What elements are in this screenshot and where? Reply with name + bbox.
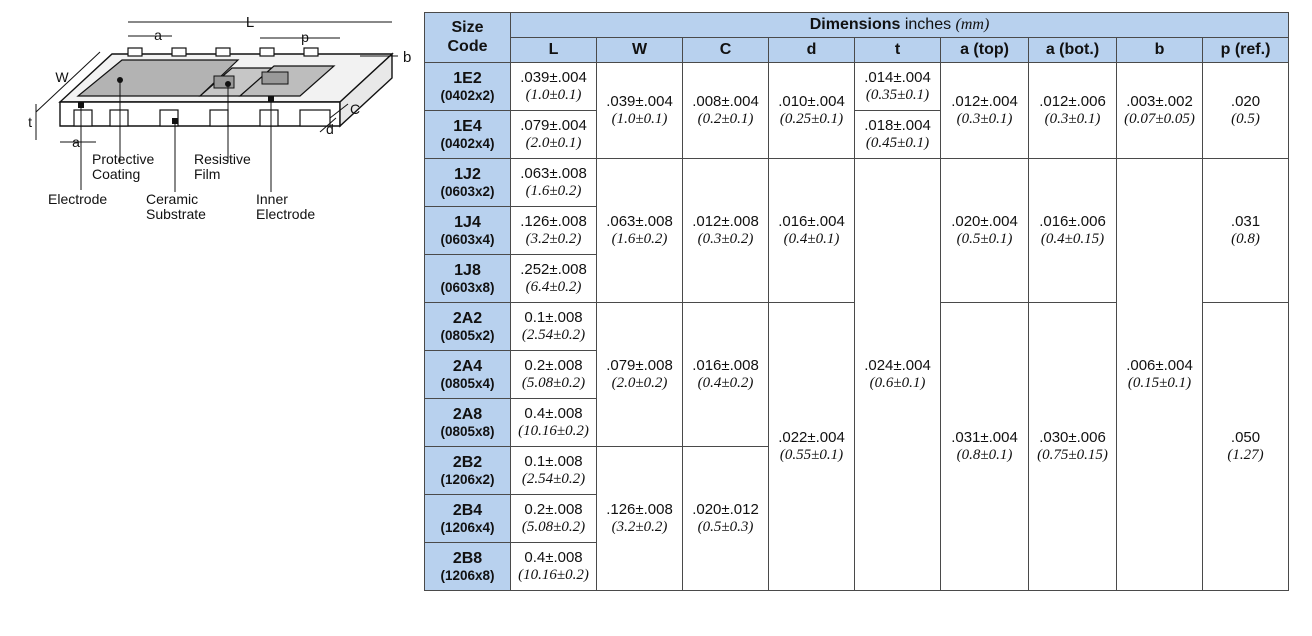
value-mm: (2.0±0.2) bbox=[611, 374, 668, 391]
value-mm: (0.2±0.1) bbox=[697, 110, 754, 127]
value-inches: .039±.004 bbox=[520, 68, 587, 86]
package-code: (0805x2) bbox=[440, 327, 495, 343]
package-code: (1206x4) bbox=[440, 519, 495, 535]
size-code-cell bbox=[425, 111, 511, 159]
label-resistive-1: Resistive bbox=[194, 151, 251, 167]
col-header-a-top: a (top) bbox=[941, 38, 1029, 63]
size-code-cell bbox=[425, 207, 511, 255]
cell-t bbox=[855, 159, 941, 591]
value-inches: .024±.004 bbox=[864, 356, 931, 374]
cell-a-top bbox=[941, 303, 1029, 591]
value-mm: (0.35±0.1) bbox=[865, 86, 930, 103]
value-inches: .018±.004 bbox=[864, 116, 931, 134]
cell-W bbox=[597, 303, 683, 447]
size-code: 1E2 bbox=[453, 69, 482, 87]
dim-label-p: p bbox=[301, 29, 309, 45]
dim-label-L: L bbox=[245, 14, 255, 31]
cell-t bbox=[855, 111, 941, 159]
label-ceramic-1: Ceramic bbox=[146, 191, 199, 207]
value-mm: (0.75±0.15) bbox=[1037, 446, 1108, 463]
label-electrode: Electrode bbox=[48, 191, 108, 207]
value-mm: (1.0±0.1) bbox=[611, 110, 668, 127]
value-mm: (2.0±0.1) bbox=[525, 134, 582, 151]
package-code: (0402x4) bbox=[440, 135, 495, 151]
cell-L bbox=[511, 399, 597, 447]
value-mm: (0.5±0.1) bbox=[956, 230, 1013, 247]
label-protective-1: Protective bbox=[92, 151, 155, 167]
cell-t bbox=[855, 63, 941, 111]
size-code: 2A2 bbox=[452, 309, 483, 327]
value-inches: .063±.008 bbox=[520, 164, 587, 182]
cell-W bbox=[597, 159, 683, 303]
size-code-cell bbox=[425, 495, 511, 543]
cell-C bbox=[683, 447, 769, 591]
dimensions-table bbox=[424, 12, 1289, 591]
cell-L bbox=[511, 111, 597, 159]
label-protective-2: Coating bbox=[92, 166, 141, 182]
back-notch-2 bbox=[172, 48, 186, 56]
value-inches: .031±.004 bbox=[951, 428, 1018, 446]
package-code: (0603x2) bbox=[440, 183, 495, 199]
cell-L bbox=[511, 351, 597, 399]
value-inches: .063±.008 bbox=[606, 212, 673, 230]
value-inches: .012±.004 bbox=[951, 92, 1018, 110]
dimensions-header-bold: Dimensions bbox=[809, 16, 901, 34]
value-mm: (0.8±0.1) bbox=[956, 446, 1013, 463]
cell-L bbox=[511, 447, 597, 495]
value-inches: .126±.008 bbox=[520, 212, 587, 230]
value-mm: (0.3±0.1) bbox=[956, 110, 1013, 127]
cell-W bbox=[597, 447, 683, 591]
substrate-front bbox=[60, 102, 340, 126]
cell-d bbox=[769, 159, 855, 303]
value-mm: (0.3±0.2) bbox=[697, 230, 754, 247]
inner-electrode-marker bbox=[268, 96, 274, 102]
value-mm: (0.07±0.05) bbox=[1124, 110, 1195, 127]
dim-label-b: b bbox=[403, 49, 412, 66]
cell-W bbox=[597, 63, 683, 159]
value-inches: 0.2±.008 bbox=[524, 356, 583, 374]
value-inches: .079±.004 bbox=[520, 116, 587, 134]
cell-a-bot bbox=[1029, 303, 1117, 591]
cell-L bbox=[511, 303, 597, 351]
value-mm: (6.4±0.2) bbox=[525, 278, 582, 295]
value-mm: (2.54±0.2) bbox=[521, 326, 586, 343]
value-mm: (5.08±0.2) bbox=[521, 374, 586, 391]
cell-L bbox=[511, 63, 597, 111]
value-inches: 0.4±.008 bbox=[524, 548, 583, 566]
dimensions-header-mm: (mm) bbox=[955, 16, 990, 34]
value-mm: (0.3±0.1) bbox=[1044, 110, 1101, 127]
value-inches: 0.4±.008 bbox=[524, 404, 583, 422]
size-code: 2A8 bbox=[452, 405, 483, 423]
front-notch-5 bbox=[260, 110, 278, 126]
cell-b bbox=[1117, 63, 1203, 159]
value-mm: (0.45±0.1) bbox=[865, 134, 930, 151]
dimensions-header-units: inches bbox=[900, 16, 956, 34]
value-inches: .014±.004 bbox=[864, 68, 931, 86]
value-inches: .008±.004 bbox=[692, 92, 759, 110]
cell-p bbox=[1203, 303, 1289, 591]
value-mm: (0.15±0.1) bbox=[1127, 374, 1192, 391]
label-resistive-2: Film bbox=[194, 166, 221, 182]
value-mm: (1.6±0.2) bbox=[611, 230, 668, 247]
electrode-pad-a bbox=[214, 76, 234, 88]
size-code: 1J8 bbox=[454, 261, 481, 279]
dim-label-d: d bbox=[326, 121, 334, 137]
table-row bbox=[425, 159, 1289, 207]
label-inner-1: Inner bbox=[256, 191, 288, 207]
col-header-L: L bbox=[511, 38, 597, 63]
dim-label-t: t bbox=[28, 114, 32, 130]
package-code: (0402x2) bbox=[440, 87, 495, 103]
back-notch-1 bbox=[128, 48, 142, 56]
value-mm: (0.6±0.1) bbox=[869, 374, 926, 391]
package-code: (0805x8) bbox=[440, 423, 495, 439]
value-inches: .020±.012 bbox=[692, 500, 759, 518]
size-code: 2A4 bbox=[452, 357, 483, 375]
size-code-cell bbox=[425, 543, 511, 591]
value-mm: (3.2±0.2) bbox=[525, 230, 582, 247]
value-inches: .003±.002 bbox=[1126, 92, 1193, 110]
value-inches: .016±.004 bbox=[778, 212, 845, 230]
col-header-a-bot: a (bot.) bbox=[1029, 38, 1117, 63]
value-mm: (0.25±0.1) bbox=[779, 110, 844, 127]
size-code-cell bbox=[425, 351, 511, 399]
size-code-cell bbox=[425, 255, 511, 303]
dimensions-header bbox=[511, 13, 1289, 38]
col-header-p: p (ref.) bbox=[1203, 38, 1289, 63]
package-code: (1206x8) bbox=[440, 567, 495, 583]
value-inches: .006±.004 bbox=[1126, 356, 1193, 374]
value-inches: 0.2±.008 bbox=[524, 500, 583, 518]
value-mm: (3.2±0.2) bbox=[611, 518, 668, 535]
size-code-cell bbox=[425, 159, 511, 207]
package-code: (0603x4) bbox=[440, 231, 495, 247]
col-header-t: t bbox=[855, 38, 941, 63]
col-header-b: b bbox=[1117, 38, 1203, 63]
dim-label-a-bot: a bbox=[72, 134, 80, 150]
electrode-pad-b bbox=[262, 72, 288, 84]
cell-a-top bbox=[941, 63, 1029, 159]
value-mm: (1.0±0.1) bbox=[525, 86, 582, 103]
size-header-line1: Size bbox=[451, 19, 484, 37]
size-code: 1J2 bbox=[454, 165, 481, 183]
label-ceramic-2: Substrate bbox=[146, 206, 206, 222]
value-inches: .252±.008 bbox=[520, 260, 587, 278]
value-inches: .030±.006 bbox=[1039, 428, 1106, 446]
front-notch-2 bbox=[110, 110, 128, 126]
value-mm: (0.55±0.1) bbox=[779, 446, 844, 463]
size-code-cell bbox=[425, 447, 511, 495]
value-inches: .079±.008 bbox=[606, 356, 673, 374]
value-inches: .020±.004 bbox=[951, 212, 1018, 230]
value-inches: .016±.008 bbox=[692, 356, 759, 374]
cell-a-bot bbox=[1029, 159, 1117, 303]
cell-b bbox=[1117, 159, 1203, 591]
package-code: (0805x4) bbox=[440, 375, 495, 391]
value-inches: 0.1±.008 bbox=[524, 452, 583, 470]
size-code: 1J4 bbox=[454, 213, 481, 231]
cell-L bbox=[511, 207, 597, 255]
value-inches: .012±.006 bbox=[1039, 92, 1106, 110]
value-inches: 0.1±.008 bbox=[524, 308, 583, 326]
cell-L bbox=[511, 495, 597, 543]
value-mm: (1.6±0.2) bbox=[525, 182, 582, 199]
cell-C bbox=[683, 159, 769, 303]
value-mm: (10.16±0.2) bbox=[518, 566, 589, 583]
size-code-header bbox=[425, 13, 511, 63]
size-code-cell bbox=[425, 63, 511, 111]
cell-L bbox=[511, 543, 597, 591]
value-inches: .016±.006 bbox=[1039, 212, 1106, 230]
value-mm: (0.4±0.2) bbox=[697, 374, 754, 391]
value-inches: .010±.004 bbox=[778, 92, 845, 110]
size-code: 2B4 bbox=[452, 501, 483, 519]
value-inches: .012±.008 bbox=[692, 212, 759, 230]
value-inches: .031 bbox=[1230, 212, 1261, 230]
front-notch-1 bbox=[74, 110, 92, 126]
back-notch-5 bbox=[304, 48, 318, 56]
size-code: 2B8 bbox=[452, 549, 483, 567]
value-inches: .039±.004 bbox=[606, 92, 673, 110]
cell-a-top bbox=[941, 159, 1029, 303]
size-header-line2: Code bbox=[447, 37, 488, 55]
table-row bbox=[425, 63, 1289, 111]
cell-L bbox=[511, 255, 597, 303]
value-mm: (0.5) bbox=[1231, 110, 1260, 127]
value-mm: (5.08±0.2) bbox=[521, 518, 586, 535]
cell-p bbox=[1203, 63, 1289, 159]
size-code-cell bbox=[425, 399, 511, 447]
value-mm: (0.5±0.3) bbox=[697, 518, 754, 535]
dim-label-C: C bbox=[350, 101, 361, 117]
value-inches: .022±.004 bbox=[778, 428, 845, 446]
dim-label-a-top: a bbox=[154, 27, 162, 43]
cell-d bbox=[769, 63, 855, 159]
col-header-d: d bbox=[769, 38, 855, 63]
cell-d bbox=[769, 303, 855, 591]
size-code: 2B2 bbox=[452, 453, 483, 471]
col-header-W: W bbox=[597, 38, 683, 63]
package-code: (0603x8) bbox=[440, 279, 495, 295]
value-mm: (2.54±0.2) bbox=[521, 470, 586, 487]
value-inches: .050 bbox=[1230, 428, 1261, 446]
value-mm: (0.4±0.1) bbox=[783, 230, 840, 247]
front-notch-4 bbox=[210, 110, 228, 126]
label-inner-2: Electrode bbox=[256, 206, 316, 222]
cell-L bbox=[511, 159, 597, 207]
ceramic-marker bbox=[172, 118, 178, 124]
resistor-array-diagram bbox=[0, 0, 420, 260]
cell-p bbox=[1203, 159, 1289, 303]
dim-label-W: W bbox=[55, 69, 69, 85]
value-mm: (10.16±0.2) bbox=[518, 422, 589, 439]
electrode-marker bbox=[78, 102, 84, 108]
cell-a-bot bbox=[1029, 63, 1117, 159]
value-inches: .020 bbox=[1230, 92, 1261, 110]
size-code: 1E4 bbox=[453, 117, 482, 135]
size-code-cell bbox=[425, 303, 511, 351]
value-mm: (1.27) bbox=[1227, 446, 1264, 463]
back-notch-3 bbox=[216, 48, 230, 56]
back-notch-4 bbox=[260, 48, 274, 56]
value-mm: (0.4±0.15) bbox=[1040, 230, 1105, 247]
cell-C bbox=[683, 63, 769, 159]
value-mm: (0.8) bbox=[1231, 230, 1260, 247]
package-code: (1206x2) bbox=[440, 471, 495, 487]
value-inches: .126±.008 bbox=[606, 500, 673, 518]
cell-C bbox=[683, 303, 769, 447]
col-header-C: C bbox=[683, 38, 769, 63]
